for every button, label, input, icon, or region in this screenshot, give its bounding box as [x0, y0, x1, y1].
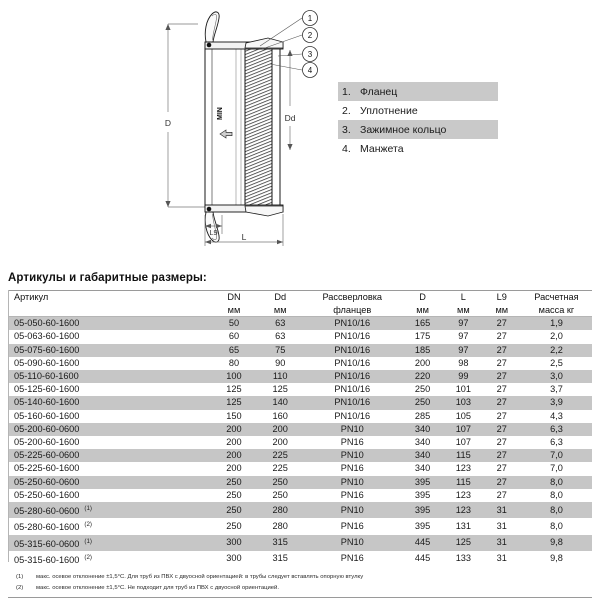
cell-drilling: PN16: [340, 489, 364, 500]
cell-dn: 125: [226, 384, 242, 395]
cell-drilling: PN10: [303, 423, 401, 436]
dimension-label-L: L: [241, 232, 247, 242]
table-row: [8, 410, 592, 423]
cell-dn: 250: [211, 502, 257, 518]
cell-dd: 280: [272, 520, 288, 531]
cell-mass: 3,9: [521, 396, 592, 409]
section-title: Артикулы и габаритные размеры:: [8, 272, 207, 284]
cell-l9: 27: [483, 476, 521, 489]
cell-article: 05-090-60-1600: [14, 357, 80, 368]
cell-l9: 27: [483, 344, 521, 357]
cell-dn: 300: [226, 553, 242, 564]
column-subheader-d: мм: [401, 304, 444, 317]
table-row: [8, 370, 592, 383]
footnote-marker: (1): [16, 574, 24, 581]
cell-mass: 6,3: [521, 423, 592, 436]
table-row: [8, 535, 592, 551]
callout-circles: [303, 11, 318, 78]
cell-l: 103: [444, 396, 483, 409]
table-row: [8, 462, 592, 475]
cell-l9: 31: [496, 520, 507, 531]
svg-text:MIN: MIN: [217, 107, 224, 120]
cell-l9: 27: [496, 437, 507, 448]
column-subheader-drilling: фланцев: [303, 304, 401, 317]
cell-drilling: PN10/16: [303, 396, 401, 409]
cell-drilling: PN16: [340, 463, 364, 474]
cell-article: 05-110-60-1600: [8, 370, 211, 383]
cell-l: 97: [444, 317, 483, 331]
table-row: [8, 357, 592, 370]
column-header-dn: DN: [211, 291, 257, 304]
flange-cross-section-drawing: [150, 2, 370, 254]
cell-drilling: PN10/16: [334, 410, 371, 421]
cell-d: 395: [414, 520, 431, 531]
cell-dd: 315: [257, 535, 303, 551]
cell-mass: 2,5: [550, 357, 563, 368]
cell-article: 05-200-60-0600: [8, 423, 211, 436]
cell-mass: 8,0: [521, 502, 592, 518]
table-row: [8, 344, 592, 357]
footnote-text: макс. осевое отклонение ±1,5°C. Для труб из ПВХ с двуосной ориентацией: в трубы следует вставлять опорную втулку: [36, 574, 364, 581]
cell-dd: 280: [257, 502, 303, 518]
footnote-reference: (1): [84, 505, 92, 513]
cell-drilling: PN10: [303, 535, 401, 551]
callout-3: 3: [307, 50, 313, 59]
footnote-1: [8, 572, 592, 583]
cell-d: 220: [401, 370, 444, 383]
cell-d: 395: [401, 502, 444, 518]
parts-legend: [338, 82, 498, 158]
table-body: [8, 317, 592, 567]
table-row: [8, 551, 592, 567]
cell-dn: 60: [228, 331, 240, 342]
column-subheader-mass: масса кг: [521, 304, 592, 317]
cell-l9: 27: [483, 317, 521, 331]
table-row: [8, 317, 592, 331]
cell-mass: 3,7: [550, 384, 563, 395]
table-row: [8, 396, 592, 409]
legend-number: 4.: [342, 142, 351, 155]
dimension-label-Dd: Dd: [284, 113, 296, 123]
cell-dn: 100: [211, 370, 257, 383]
cell-l9: 27: [483, 423, 521, 436]
cell-article: 05-050-60-1600: [8, 317, 211, 331]
cell-drilling: PN10/16: [303, 344, 401, 357]
cell-drilling: PN10/16: [334, 384, 371, 395]
cell-mass: 2,0: [550, 331, 563, 342]
table-left-rule: [8, 290, 9, 562]
cell-dd: 225: [257, 449, 303, 462]
table-row: [8, 383, 592, 396]
cell-l9: 27: [496, 331, 507, 342]
cell-dn: 65: [211, 344, 257, 357]
cell-dd: 125: [272, 384, 288, 395]
column-header-l9: L9: [483, 291, 521, 304]
cell-dd: 200: [272, 437, 288, 448]
cell-d: 395: [414, 489, 431, 500]
legend-number: 1.: [342, 85, 351, 98]
cell-dn: 250: [226, 489, 242, 500]
cell-dd: 200: [257, 423, 303, 436]
cell-article: 05-250-60-1600: [14, 489, 80, 500]
cell-mass: 2,2: [521, 344, 592, 357]
cell-d: 250: [401, 396, 444, 409]
cell-l: 101: [455, 384, 472, 395]
cell-article: 05-250-60-0600: [8, 476, 211, 489]
cell-mass: 1,9: [521, 317, 592, 331]
cell-d: 340: [414, 463, 431, 474]
cell-d: 340: [414, 437, 431, 448]
cell-article: 05-200-60-1600: [14, 437, 80, 448]
cell-l9: 27: [496, 410, 507, 421]
table-header-row-top: [8, 291, 592, 304]
cell-drilling: PN16: [340, 520, 364, 531]
cell-l9: 27: [496, 357, 507, 368]
cell-drilling: PN10/16: [303, 370, 401, 383]
table-row: [8, 476, 592, 489]
cell-dn: 80: [228, 357, 240, 368]
cell-article: 05-063-60-1600: [14, 331, 80, 342]
cell-article: 05-315-60-0600 $^{(1)}$: [8, 535, 211, 551]
cell-l: 131: [455, 520, 472, 531]
legend-item-4: [338, 139, 498, 158]
cell-dd: 75: [257, 344, 303, 357]
cell-l: 98: [458, 357, 469, 368]
cell-dn: 200: [211, 423, 257, 436]
column-subheader-l: мм: [444, 304, 483, 317]
footnote-reference: (1): [84, 537, 92, 545]
cell-dd: 225: [272, 463, 288, 474]
table-row: [8, 436, 592, 449]
cell-l: 133: [455, 553, 472, 564]
table-row: [8, 449, 592, 462]
legend-label: Манжета: [360, 142, 404, 155]
footnote-2: [8, 583, 592, 594]
cell-dn: 200: [226, 463, 242, 474]
specifications-table: [8, 290, 592, 567]
cell-drilling: PN10: [303, 476, 401, 489]
cell-drilling: PN10/16: [334, 331, 371, 342]
cell-d: 445: [401, 535, 444, 551]
cell-dn: 250: [226, 520, 242, 531]
cell-dd: 315: [272, 553, 288, 564]
callout-1: 1: [307, 14, 313, 23]
cell-article: 05-140-60-1600: [8, 396, 211, 409]
cell-dn: 200: [226, 437, 242, 448]
specifications-table-wrapper: [8, 290, 592, 601]
technical-drawing: [0, 0, 600, 262]
cell-l: 105: [455, 410, 472, 421]
cell-l9: 31: [483, 535, 521, 551]
legend-label: Зажимное кольцо: [360, 123, 447, 136]
cell-l: 123: [455, 489, 472, 500]
table-bottom-rule: [8, 597, 592, 598]
cell-dn: 50: [211, 317, 257, 331]
column-header-article: Артикул: [8, 291, 211, 304]
cell-drilling: PN16: [340, 553, 364, 564]
cell-d: 200: [414, 357, 431, 368]
cell-d: 445: [414, 553, 431, 564]
column-subheader-dd: мм: [257, 304, 303, 317]
callout-4: 4: [307, 66, 313, 75]
cell-article: 05-280-60-0600 $^{(1)}$: [8, 502, 211, 518]
cell-dd: 250: [272, 489, 288, 500]
table-header-row-bottom: [8, 304, 592, 317]
cell-mass: 8,0: [550, 489, 563, 500]
cell-l: 115: [444, 449, 483, 462]
cell-mass: 7,0: [521, 449, 592, 462]
column-header-d: D: [401, 291, 444, 304]
cell-l9: 31: [483, 502, 521, 518]
dimension-label-L9: L9: [209, 228, 218, 237]
column-header-drilling: Рассверловка: [303, 291, 401, 304]
cell-d: 340: [401, 423, 444, 436]
footnote-reference: (2): [84, 553, 92, 561]
cell-article: 05-225-60-1600: [14, 463, 80, 474]
cell-l: 115: [444, 476, 483, 489]
footnote-text: макс. осевое отклонение ±1,5°C. Не подходит для труб из ПВХ с двуосной ориентацией.: [36, 585, 279, 592]
cell-mass: 4,3: [550, 410, 563, 421]
column-subheader-dn: мм: [211, 304, 257, 317]
footnote-reference: (2): [84, 521, 92, 529]
cell-d: 395: [401, 476, 444, 489]
cell-l9: 27: [483, 396, 521, 409]
cell-d: 285: [414, 410, 431, 421]
footnote-marker: (2): [16, 585, 24, 592]
table-row: [8, 489, 592, 502]
cell-mass: 9,8: [521, 535, 592, 551]
legend-item-2: [338, 101, 498, 120]
cell-l: 107: [455, 437, 472, 448]
table-row: [8, 423, 592, 436]
cell-dn: 250: [211, 476, 257, 489]
cell-drilling: PN10: [303, 502, 401, 518]
cell-d: 185: [401, 344, 444, 357]
cell-article: 05-075-60-1600: [8, 344, 211, 357]
cell-dd: 250: [257, 476, 303, 489]
legend-item-1: [338, 82, 498, 101]
cell-mass: 9,8: [550, 553, 563, 564]
cell-drilling: PN16: [340, 437, 364, 448]
cell-l9: 27: [496, 463, 507, 474]
cell-d: 340: [401, 449, 444, 462]
cell-l9: 27: [483, 449, 521, 462]
cell-d: 250: [414, 384, 431, 395]
cell-dn: 125: [211, 396, 257, 409]
dimension-Dd: [287, 50, 292, 150]
table-row: [8, 330, 592, 343]
dimension-D: [165, 24, 208, 207]
cell-drilling: PN10/16: [334, 357, 371, 368]
cell-d: 165: [401, 317, 444, 331]
column-header-l: L: [444, 291, 483, 304]
column-subheader-article: [8, 304, 211, 317]
cell-dn: 300: [211, 535, 257, 551]
legend-label: Фланец: [360, 85, 398, 98]
cell-mass: 3,0: [521, 370, 592, 383]
cell-l: 97: [444, 344, 483, 357]
table-row: [8, 518, 592, 534]
cell-drilling: PN10: [303, 449, 401, 462]
cell-mass: 8,0: [521, 476, 592, 489]
legend-label: Уплотнение: [360, 104, 418, 117]
column-header-dd: Dd: [257, 291, 303, 304]
table-row: [8, 502, 592, 518]
cell-dd: 160: [272, 410, 288, 421]
cell-l9: 27: [496, 489, 507, 500]
cell-dd: 90: [275, 357, 286, 368]
cell-article: 05-315-60-1600 $^{(2)}$: [14, 553, 92, 565]
cell-mass: 7,0: [550, 463, 563, 474]
column-subheader-l9: мм: [483, 304, 521, 317]
cell-mass: 6,3: [550, 437, 563, 448]
legend-number: 3.: [342, 123, 351, 136]
cell-article: 05-160-60-1600: [14, 410, 80, 421]
cell-article: 05-225-60-0600: [8, 449, 211, 462]
cell-dd: 110: [257, 370, 303, 383]
fitting-body: [205, 12, 283, 242]
cell-l9: 27: [483, 370, 521, 383]
dimension-label-D: D: [164, 118, 172, 128]
cell-dd: 63: [275, 331, 286, 342]
cell-drilling: PN10/16: [303, 317, 401, 331]
cell-article: 05-125-60-1600: [14, 384, 80, 395]
cell-dn: 200: [211, 449, 257, 462]
cell-l: 123: [455, 463, 472, 474]
column-header-mass: Расчетная: [521, 291, 592, 304]
legend-item-3: [338, 120, 498, 139]
cell-l: 125: [444, 535, 483, 551]
cell-d: 175: [414, 331, 431, 342]
table-footnotes: [8, 567, 592, 601]
cell-l9: 31: [496, 553, 507, 564]
cell-article: 05-280-60-1600 $^{(2)}$: [14, 521, 92, 533]
cell-mass: 8,0: [550, 520, 563, 531]
cell-l: 97: [458, 331, 469, 342]
cell-l: 99: [444, 370, 483, 383]
callout-2: 2: [307, 31, 313, 40]
table-head: [8, 291, 592, 317]
cell-dd: 63: [257, 317, 303, 331]
cell-l: 123: [444, 502, 483, 518]
legend-number: 2.: [342, 104, 351, 117]
cell-dd: 140: [257, 396, 303, 409]
cell-dn: 150: [226, 410, 242, 421]
cell-l9: 27: [496, 384, 507, 395]
cell-l: 107: [444, 423, 483, 436]
